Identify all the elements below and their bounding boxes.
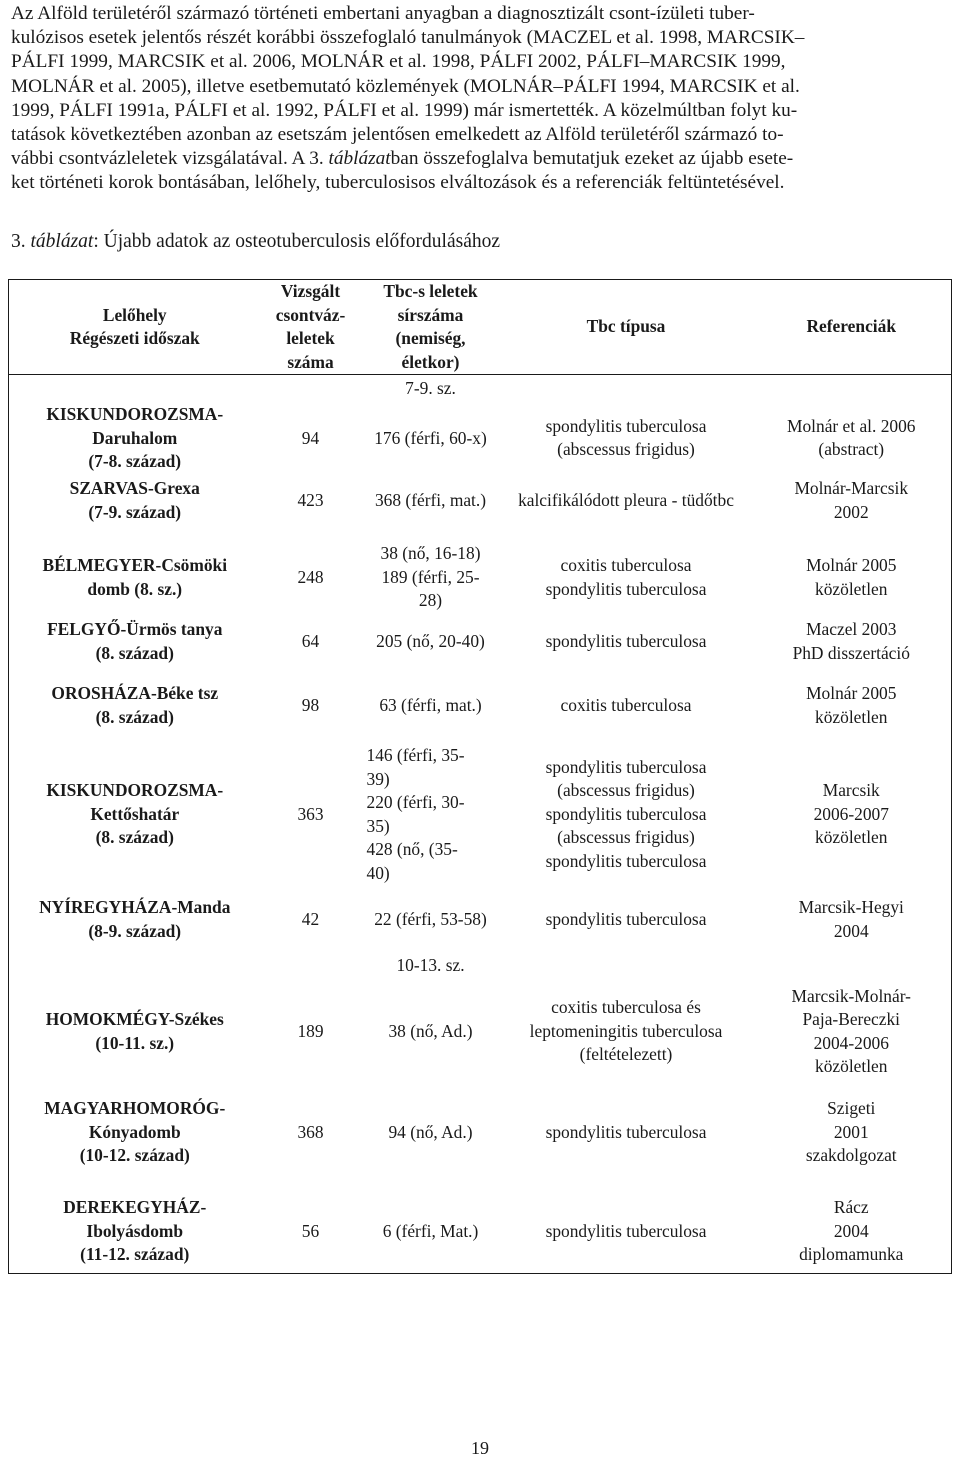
site-line: HOMOKMÉGY-Székes xyxy=(45,1009,224,1029)
ref-line: 2004 xyxy=(833,920,869,941)
site-line: domb (8. sz.) xyxy=(87,578,183,599)
site-cell xyxy=(9,980,261,1084)
type-line: (abscessus frigidus) xyxy=(557,827,695,848)
ref-line: PhD disszertáció xyxy=(792,642,910,663)
empty-cell xyxy=(501,952,752,980)
header-examined xyxy=(261,280,361,375)
spacer-row xyxy=(9,1084,952,1094)
site-line: (10-12. század) xyxy=(79,1145,190,1166)
intro-text: vábbi csontvázleletek vizsgálatával. A 3. xyxy=(11,148,329,170)
empty-cell xyxy=(752,375,952,404)
header-site xyxy=(9,280,261,375)
empty-cell xyxy=(9,528,261,542)
count-cell: 42 xyxy=(301,908,320,929)
page-number: 19 xyxy=(471,1438,489,1458)
site-cell xyxy=(9,888,261,952)
table-header-row xyxy=(9,280,952,375)
type-line: spondylitis tuberculosa xyxy=(545,850,707,871)
table-row xyxy=(9,888,952,952)
type-cell: spondylitis tuberculosa xyxy=(545,908,707,929)
ref-cell xyxy=(752,474,952,528)
empty-cell xyxy=(752,734,952,742)
empty-cell xyxy=(752,1084,952,1094)
ref-line: közöletlen xyxy=(815,827,888,848)
graves-line: 38 (nő, 16-18) xyxy=(380,543,481,564)
header-line: (nemiség, xyxy=(395,328,466,348)
type-line: spondylitis tuberculosa xyxy=(545,415,707,436)
type-cell xyxy=(501,542,752,614)
period-row xyxy=(9,375,952,404)
empty-cell xyxy=(501,670,752,678)
header-line: csontváz- xyxy=(275,304,346,325)
spacer-row xyxy=(9,670,952,678)
caption-number: 3. xyxy=(11,231,31,252)
type-line: spondylitis tuberculosa xyxy=(545,578,707,599)
table-row xyxy=(9,542,952,614)
empty-cell xyxy=(261,375,361,404)
ref-line: 2004-2006 xyxy=(813,1032,889,1053)
ref-line: szakdolgozat xyxy=(805,1145,897,1166)
type-cell: spondylitis tuberculosa xyxy=(501,1190,752,1274)
empty-cell xyxy=(501,528,752,542)
empty-cell xyxy=(501,1084,752,1094)
intro-line: MOLNÁR et al. 2005), illetve esetbemutató közlemények (MOLNÁR–PÁLFI 1994, MARCSIK et al. xyxy=(11,75,800,97)
type-line: coxitis tuberculosa és xyxy=(551,997,701,1018)
empty-cell xyxy=(752,670,952,678)
site-cell xyxy=(9,1094,261,1172)
ref-line: közöletlen xyxy=(815,578,888,599)
type-cell xyxy=(501,403,752,474)
ref-line: Marcsik-Molnár- xyxy=(791,985,911,1006)
type-line: (abscessus frigidus) xyxy=(557,439,695,460)
type-cell: spondylitis tuberculosa xyxy=(545,630,707,651)
intro-line: kulózisos esetek jelentős részét korábbi összefoglaló tanulmányok (MACZEL et al. 1998, MARCSIK– xyxy=(11,27,805,49)
intro-line: ket történeti korok bontásában, lelőhely, tuberculosisos elváltozások és a referenciák feltüntetésével. xyxy=(11,172,785,194)
intro-line: 1999, PÁLFI 1991a, PÁLFI et al. 1992, PÁLFI et al. 1999) már ismertették. A közelmúltban folyt ku- xyxy=(11,99,798,121)
table-row xyxy=(9,403,952,474)
type-cell: kalcifikálódott pleura - tüdőtbc xyxy=(518,489,734,510)
graves-cell: 38 (nő, Ad.) xyxy=(388,1020,473,1041)
type-line: spondylitis tuberculosa xyxy=(545,756,707,777)
site-line: Kónyadomb xyxy=(88,1121,181,1142)
ref-line: Paja-Bereczki xyxy=(802,1009,901,1029)
table-caption xyxy=(11,229,500,255)
graves-line: 40) xyxy=(366,862,390,883)
site-line: DEREKEGYHÁZ- xyxy=(63,1197,207,1217)
site-line: (8. század) xyxy=(95,827,174,848)
empty-cell xyxy=(9,375,261,404)
site-cell xyxy=(9,1190,261,1274)
type-cell xyxy=(501,980,752,1084)
empty-cell xyxy=(501,375,752,404)
type-line: (abscessus frigidus) xyxy=(557,780,695,801)
spacer-row xyxy=(9,734,952,742)
graves-line: 35) xyxy=(366,815,390,836)
ref-line: Marcsik xyxy=(822,780,880,801)
ref-cell xyxy=(752,742,952,888)
empty-cell xyxy=(261,1084,361,1094)
graves-cell: 205 (nő, 20-40) xyxy=(376,630,485,651)
period-label: 7-9. sz. xyxy=(405,378,456,399)
caption-text: : Újabb adatok az osteotuberculosis előfordulásához xyxy=(93,231,501,252)
empty-cell xyxy=(9,1084,261,1094)
site-line: KISKUNDOROZSMA- xyxy=(46,404,224,424)
intro-line: tatások következtében azonban az esetszám jelentősen emelkedett az Alföld területéről származó to- xyxy=(11,124,784,146)
type-line: leptomeningitis tuberculosa xyxy=(529,1020,723,1041)
site-line: FELGYŐ-Ürmös tanya xyxy=(47,619,223,639)
count-cell: 94 xyxy=(301,427,320,448)
ref-cell xyxy=(752,542,952,614)
empty-cell xyxy=(752,1172,952,1190)
header-type: Tbc típusa xyxy=(501,280,752,375)
empty-cell xyxy=(752,952,952,980)
site-line: NYÍREGYHÁZA-Manda xyxy=(39,897,231,917)
header-line: száma xyxy=(287,351,334,372)
table-row xyxy=(9,614,952,670)
osteotuberculosis-table xyxy=(8,279,952,1274)
empty-cell xyxy=(361,1084,501,1094)
site-line: (10-11. sz.) xyxy=(95,1032,175,1053)
ref-cell xyxy=(752,1190,952,1274)
empty-cell xyxy=(501,734,752,742)
empty-cell xyxy=(9,1172,261,1190)
ref-line: Molnár 2005 xyxy=(806,683,897,703)
period-row xyxy=(9,952,952,980)
empty-cell xyxy=(261,952,361,980)
ref-cell xyxy=(752,403,952,474)
intro-paragraph xyxy=(11,2,951,196)
header-graves xyxy=(361,280,501,375)
caption-italic: táblázat xyxy=(30,231,94,252)
site-cell xyxy=(9,542,261,614)
empty-cell xyxy=(361,670,501,678)
empty-cell xyxy=(752,528,952,542)
spacer-row xyxy=(9,1172,952,1190)
graves-cell: 22 (férfi, 53-58) xyxy=(374,908,487,929)
site-line: Ibolyásdomb xyxy=(86,1220,184,1241)
intro-text: ban összefoglalva bemutatjuk ezeket az újabb esete- xyxy=(390,148,794,170)
ref-line: (abstract) xyxy=(818,439,885,460)
header-line: leletek xyxy=(286,328,335,348)
spacer-row xyxy=(9,528,952,542)
type-line: (feltételezett) xyxy=(579,1044,673,1065)
header-line: Tbc-s leletek xyxy=(383,281,478,301)
empty-cell xyxy=(9,734,261,742)
header-line: sírszáma xyxy=(397,304,464,325)
header-line: Lelőhely xyxy=(102,304,167,325)
header-line: Vizsgált xyxy=(280,281,341,301)
ref-cell xyxy=(752,678,952,734)
intro-line: Az Alföld területéről származó történeti embertani anyagban a diagnosztizált csont-ízületi tuber- xyxy=(11,3,755,24)
site-line: (7-8. század) xyxy=(88,451,182,471)
table-row xyxy=(9,1190,952,1274)
graves-cell: 94 (nő, Ad.) xyxy=(388,1121,473,1142)
site-line: (8-9. század) xyxy=(88,920,182,941)
site-line: (8. század) xyxy=(95,642,174,663)
site-line: MAGYARHOMORÓG- xyxy=(44,1098,226,1119)
graves-line: 189 (férfi, 25- xyxy=(381,566,480,587)
ref-line: közöletlen xyxy=(815,706,888,727)
graves-cell xyxy=(361,542,501,614)
table-row xyxy=(9,742,952,888)
type-cell: spondylitis tuberculosa xyxy=(545,1121,707,1142)
type-cell xyxy=(501,742,752,888)
site-cell xyxy=(9,474,261,528)
site-line: (11-12. század) xyxy=(80,1244,190,1264)
type-line: coxitis tuberculosa xyxy=(560,555,692,575)
empty-cell xyxy=(361,1172,501,1190)
empty-cell xyxy=(261,1172,361,1190)
count-cell: 189 xyxy=(297,1020,324,1041)
header-ref: Referenciák xyxy=(752,280,952,375)
site-line: (8. század) xyxy=(95,706,174,727)
type-line: spondylitis tuberculosa xyxy=(545,803,707,824)
ref-line: diplomamunka xyxy=(799,1244,904,1264)
ref-line: Rácz xyxy=(833,1197,869,1217)
type-cell: coxitis tuberculosa xyxy=(560,694,692,715)
graves-cell: 176 (férfi, 60-x) xyxy=(374,427,487,448)
site-line: (7-9. század) xyxy=(88,501,182,522)
ref-line: 2001 xyxy=(833,1121,869,1142)
empty-cell xyxy=(361,528,501,542)
ref-cell xyxy=(752,980,952,1084)
ref-line: Maczel 2003 xyxy=(806,619,897,639)
period-label: 10-13. sz. xyxy=(396,954,465,975)
count-cell: 363 xyxy=(297,803,324,824)
ref-line: közöletlen xyxy=(815,1056,888,1076)
site-line: KISKUNDOROZSMA- xyxy=(46,780,224,801)
graves-line: 39) xyxy=(366,768,390,789)
count-cell: 368 xyxy=(297,1121,324,1142)
ref-cell xyxy=(752,888,952,952)
site-line: BÉLMEGYER-Csömöki xyxy=(42,555,228,575)
site-line: SZARVAS-Grexa xyxy=(69,478,200,498)
ref-line: Molnár et al. 2006 xyxy=(787,415,916,436)
header-line: életkor) xyxy=(401,351,460,372)
empty-cell xyxy=(361,734,501,742)
table-row xyxy=(9,980,952,1084)
table-row xyxy=(9,474,952,528)
site-line: OROSHÁZA-Béke tsz xyxy=(51,683,219,703)
table-row xyxy=(9,1094,952,1172)
count-cell: 64 xyxy=(301,630,320,651)
empty-cell xyxy=(261,734,361,742)
ref-cell xyxy=(752,1094,952,1172)
graves-cell: 63 (férfi, mat.) xyxy=(379,694,482,715)
empty-cell xyxy=(9,952,261,980)
ref-cell xyxy=(752,614,952,670)
graves-line: 220 (férfi, 30- xyxy=(366,792,465,812)
ref-line: Marcsik-Hegyi xyxy=(798,897,904,917)
count-cell: 248 xyxy=(297,566,324,587)
site-cell xyxy=(9,678,261,734)
ref-line: Molnár-Marcsik xyxy=(794,478,909,498)
graves-line: 28) xyxy=(418,590,443,611)
site-cell xyxy=(9,403,261,474)
empty-cell xyxy=(261,528,361,542)
graves-line: 428 (nő, (35- xyxy=(366,839,458,859)
ref-line: 2004 xyxy=(833,1220,869,1241)
ref-line: Molnár 2005 xyxy=(806,555,897,575)
empty-cell xyxy=(261,670,361,678)
site-cell xyxy=(9,742,261,888)
intro-italic: táblázat xyxy=(328,148,391,170)
count-cell: 98 xyxy=(301,694,320,715)
site-line: Kettőshatár xyxy=(90,803,180,824)
graves-line: 146 (férfi, 35- xyxy=(366,745,465,765)
ref-line: 2006-2007 xyxy=(813,803,889,824)
intro-line: PÁLFI 1999, MARCSIK et al. 2006, MOLNÁR et al. 1998, PÁLFI 2002, PÁLFI–MARCSIK 1999, xyxy=(11,51,786,73)
count-cell: 423 xyxy=(297,489,324,510)
table-row xyxy=(9,678,952,734)
site-cell xyxy=(9,614,261,670)
header-line: Régészeti időszak xyxy=(69,328,200,348)
empty-cell xyxy=(501,1172,752,1190)
ref-line: Szigeti xyxy=(827,1098,876,1119)
graves-cell xyxy=(361,742,501,888)
ref-line: 2002 xyxy=(833,501,869,522)
intro-line xyxy=(11,147,951,171)
site-line: Daruhalom xyxy=(92,427,178,448)
empty-cell xyxy=(9,670,261,678)
graves-cell: 368 (férfi, mat.) xyxy=(374,489,487,510)
graves-cell: 6 (férfi, Mat.) xyxy=(361,1190,501,1274)
count-cell: 56 xyxy=(261,1190,361,1274)
